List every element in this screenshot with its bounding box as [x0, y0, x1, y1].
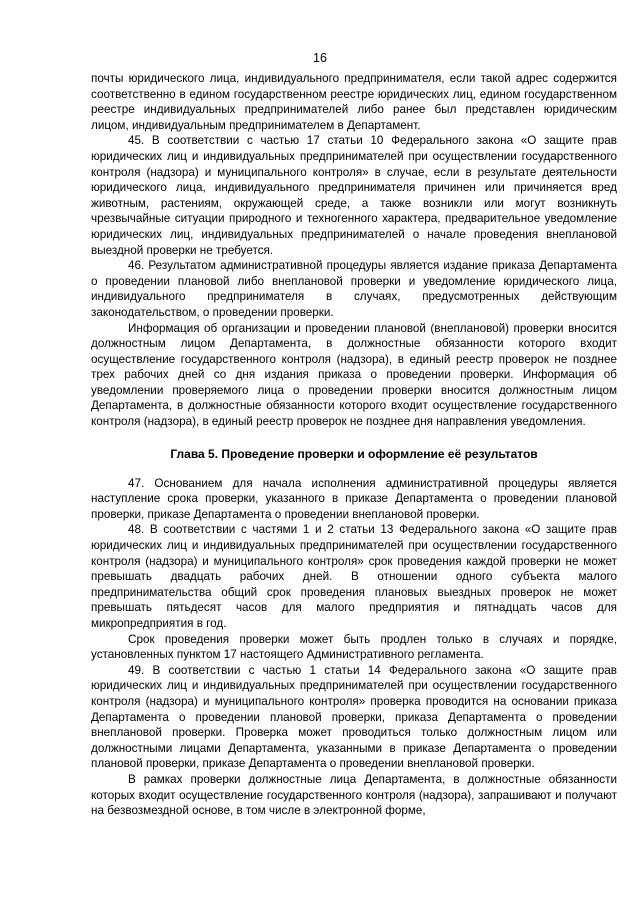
paragraph-49: 49. В соответствии с частью 1 статьи 14 Федерального закона «О защите прав юридических лиц и индивидуальных предпринимателей при осуществлении государственного контроля (надзора) и муниципального контроля» проверка проводится на основании приказа Департамента о проведении плановой проверки, приказа Департамента о проведении внеплановой проверки. Проверка может проводиться только должностным лицом или должностными лицами Департамента, указанными в приказе Департамента о проведении плановой проверки, приказе Департамента о проведении внеплановой проверки.	[91, 663, 617, 771]
paragraph-registry-info: Информация об организации и проведении плановой (внеплановой) проверки вносится должностным лицом Департамента, в должностные обязанности которого входит осуществление государственного контроля (надзора), в единый реестр проверок не позднее трех рабочих дней со дня издания приказа о проведении проверки. Информация об уведомлении проверяемого лица о проведении проверки вносится должностным лицом Департамента, в должностные обязанности которого входит осуществление государственного контроля (надзора), в единый реестр проверок не позднее дня направления уведомления.	[91, 321, 617, 429]
paragraph-48: 48. В соответствии с частями 1 и 2 статьи 13 Федерального закона «О защите прав юридических лиц и индивидуальных предпринимателей при осуществлении государственного контроля (надзора) и муниципального контроля» срок проведения каждой проверки не может превышать двадцать рабочих дней. В отношении одного субъекта малого предпринимательства общий срок проведения плановых выездных проверок не может превышать пятьдесят часов для малого предприятия и пятнадцать часов для микропредприятия в год.	[91, 523, 617, 630]
paragraph-extension: Срок проведения проверки может быть продлен только в случаях и порядке, установленных пунктом 17 настоящего Административного регламента.	[91, 632, 617, 662]
paragraph-45: 45. В соответствии с частью 17 статьи 10 Федерального закона «О защите прав юридических лиц и индивидуальных предпринимателей при осуществлении государственного контроля (надзора) и муниципального контроля» в случае, если в результате деятельности юридического лица, индивидуального предпринимателя причинен или причиняется вред животным, растениям, окружающей среде, а также возникли или могут возникнуть чрезвычайные ситуации природного и техногенного характера, предварительное уведомление юридических лиц, индивидуальных предпринимателей о начале проведения внеплановой выездной проверки не требуется.	[91, 134, 617, 257]
document-body	[91, 71, 617, 819]
chapter-heading: Глава 5. Проведение проверки и оформление её результатов	[170, 446, 538, 461]
paragraph-continuation: почты юридического лица, индивидуального предпринимателя, если такой адрес содержится соответственно в едином государственном реестре юридических лиц, едином государственном реестре индивидуальных предпринимателей либо ранее был представлен юридическим лицом, индивидуальным предпринимателем в Департамент.	[91, 72, 617, 132]
page-number: 16	[313, 51, 327, 65]
paragraph-47: 47. Основанием для начала исполнения административной процедуры является наступление срока проверки, указанного в приказе Департамента о проведении плановой проверки, приказе Департамента о проведении внеплановой проверки.	[91, 476, 617, 521]
paragraph-request: В рамках проверки должностные лица Департамента, в должностные обязанности которых входит осуществление государственного контроля (надзора), запрашивают и получают на безвозмездной основе, в том числе в электронной форме,	[91, 772, 617, 818]
paragraph-46: 46. Результатом административной процедуры является издание приказа Департамента о проведении плановой либо внеплановой проверки и уведомление юридического лица, индивидуального предпринимателя в случаях, предусмотренных действующим законодательством, о проведении проверки.	[91, 259, 617, 319]
